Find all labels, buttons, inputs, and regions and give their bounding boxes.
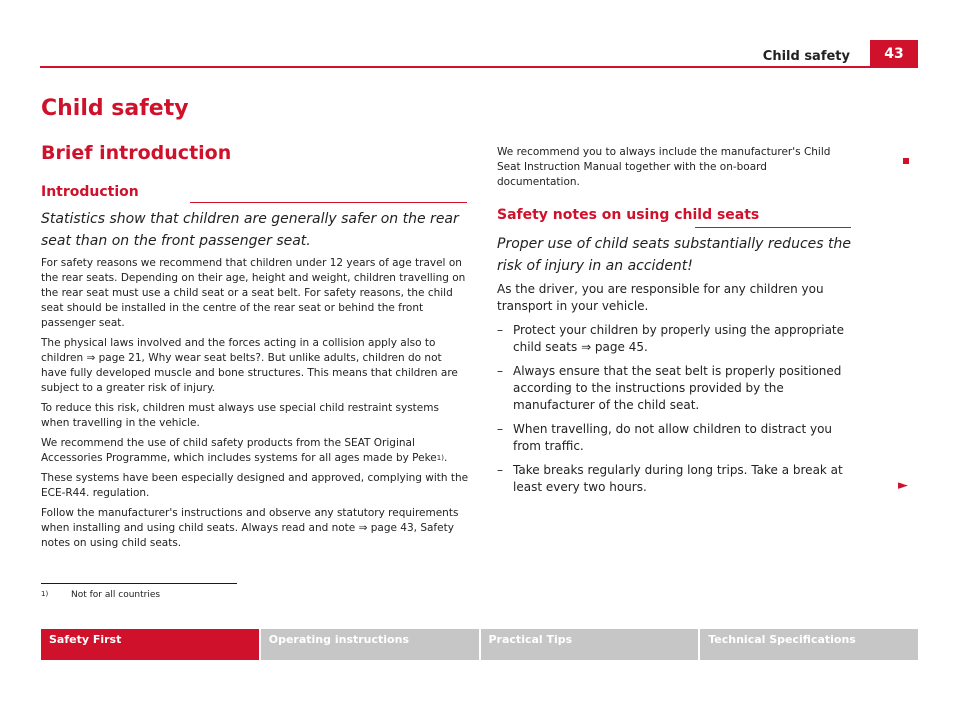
paragraph: Follow the manufacturer's instructions and observe any statutory requirements when installing and using child seats. Always read and note ⇒ page 43, Safety notes on using child seats. (41, 507, 459, 549)
bullet-dash: – (497, 422, 503, 436)
footnote-ref: 1) (436, 454, 444, 462)
list-item (497, 363, 857, 414)
arrow-right-icon: ► (898, 478, 908, 493)
bullet-dash: – (497, 323, 503, 337)
header-rule (40, 66, 918, 68)
paragraph: For safety reasons we recommend that children under 12 years of age travel on the rear seats. Depending on their age, height and weight, children travelling on the rear seat must use a child seat or a seat belt. For safety reasons, the child seat should be installed in the centre of the rear seat or behind the front passenger seat. (41, 257, 466, 329)
footnote (41, 590, 160, 600)
tab-operating-instructions[interactable]: Operating instructions (261, 629, 479, 660)
bullet-list (497, 322, 857, 503)
running-header-title: Child safety (762, 49, 850, 64)
paragraph: The physical laws involved and the forces acting in a collision apply also to children ⇒ page 21, Why wear seat belts?. But unlike adults, children do not have fully developed muscle and bone structures. This means that children are subject to a greater risk of injury. (41, 337, 458, 394)
list-item-text: Always ensure that the seat belt is properly positioned according to the instructions provided by the manufacturer of the child seat. (513, 364, 842, 412)
footnote-rule (41, 583, 237, 584)
list-item-text: Take breaks regularly during long trips. Take a break at least every two hours. (513, 463, 843, 494)
list-item (497, 421, 857, 455)
lead-text-right: Proper use of child seats substantially reduces the risk of injury in an accident! (497, 236, 851, 274)
footer-tabs (41, 629, 918, 660)
tab-technical-specifications[interactable]: Technical Specifications (700, 629, 918, 660)
list-item-text: Protect your children by properly using the appropriate child seats ⇒ page 45. (513, 323, 845, 354)
tab-safety-first[interactable]: Safety First (41, 629, 259, 660)
subsection-rule (190, 202, 467, 203)
body-text-left (41, 256, 469, 556)
bullet-dash: – (497, 463, 503, 477)
end-of-section-icon (903, 158, 909, 164)
subsection-title: Introduction (41, 184, 139, 200)
subsection-title-safety-notes: Safety notes on using child seats (497, 207, 760, 223)
paragraph-end: . (443, 452, 448, 464)
tab-practical-tips[interactable]: Practical Tips (481, 629, 699, 660)
paragraph-text: We recommend the use of child safety products from the SEAT Original Accessories Programme, which includes systems for all ages made by Peke (41, 437, 437, 464)
paragraph (41, 436, 469, 466)
list-item (497, 462, 857, 496)
paragraph: These systems have been especially designed and approved, complying with the ECE-R44. regulation. (41, 472, 469, 499)
list-item (497, 322, 857, 356)
footnote-text: Not for all countries (71, 590, 161, 600)
list-item-text: When travelling, do not allow children to distract you from traffic. (513, 422, 833, 453)
intro-text-right: We recommend you to always include the manufacturer's Child Seat Instruction Manual together with the on-board documentation. (497, 146, 831, 188)
body-text-right: As the driver, you are responsible for any children you transport in your vehicle. (497, 282, 824, 313)
paragraph: To reduce this risk, children must always use special child restraint systems when travelling in the vehicle. (41, 402, 439, 429)
lead-text: Statistics show that children are generally safer on the rear seat than on the front passenger seat. (41, 211, 459, 249)
bullet-dash: – (497, 364, 503, 378)
page-number: 43 (870, 40, 918, 68)
chapter-title: Child safety (41, 96, 189, 121)
subsection-rule (695, 227, 851, 228)
footnote-mark: 1) (41, 590, 49, 598)
section-title: Brief introduction (41, 142, 232, 164)
